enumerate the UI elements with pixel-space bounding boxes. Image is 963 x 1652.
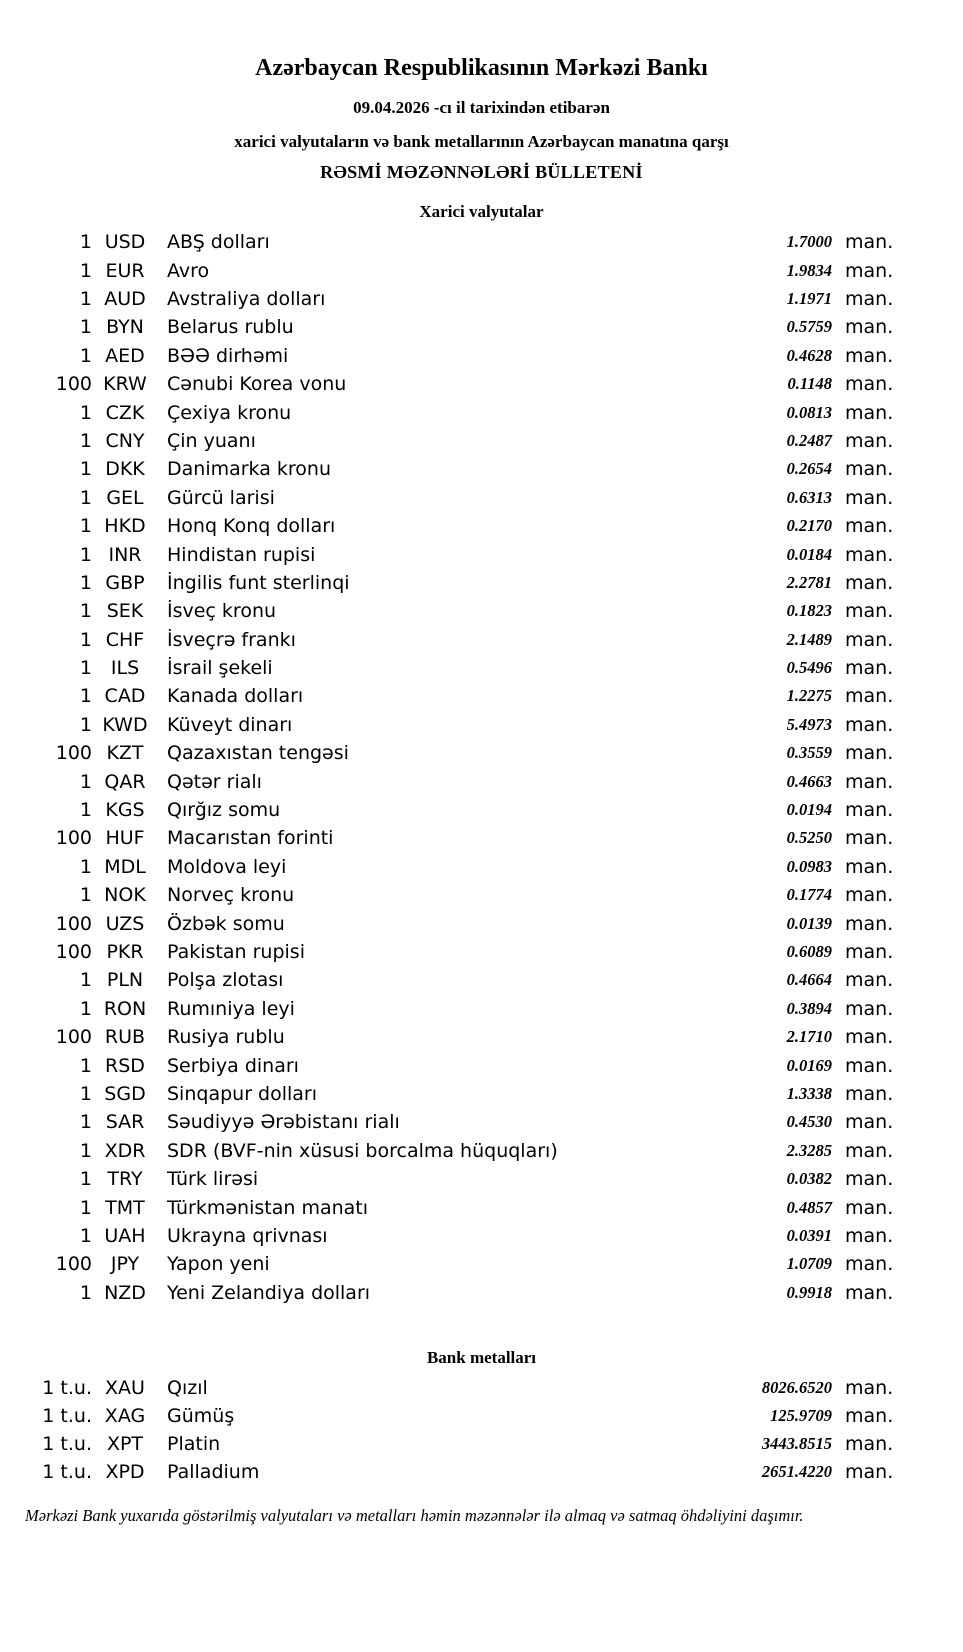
currency-name-cell: İsveç kronu bbox=[167, 600, 277, 623]
currency-code-cell: AED bbox=[105, 344, 145, 367]
table-row bbox=[0, 711, 898, 739]
metals-rate-table bbox=[0, 1374, 898, 1486]
currency-name-cell: Özbək somu bbox=[167, 912, 285, 935]
rate-value-cell: 2651.4220 bbox=[761, 1462, 832, 1482]
currency-code-cell: TMT bbox=[105, 1196, 145, 1219]
quantity-cell: 1 t.u. bbox=[42, 1461, 92, 1484]
currency-name-cell: Polşa zlotası bbox=[167, 969, 284, 992]
unit-label: man. bbox=[845, 1082, 894, 1105]
table-row bbox=[0, 1165, 898, 1193]
table-row bbox=[0, 1374, 898, 1402]
currency-code-cell: CAD bbox=[104, 685, 146, 708]
unit-label: man. bbox=[845, 884, 894, 907]
quantity-cell: 1 t.u. bbox=[42, 1377, 92, 1400]
currency-code-cell: PKR bbox=[106, 941, 144, 963]
rate-value-cell: 0.5250 bbox=[786, 828, 832, 848]
currency-code-cell: TRY bbox=[107, 1168, 143, 1191]
rate-value-cell: 0.2487 bbox=[786, 430, 832, 450]
currency-code-cell: HUF bbox=[105, 827, 145, 850]
quantity-cell: 1 bbox=[79, 288, 92, 311]
quantity-cell: 1 bbox=[79, 429, 92, 452]
currency-code-cell: KRW bbox=[103, 373, 147, 396]
rate-value-cell: 0.2654 bbox=[786, 459, 832, 479]
currency-name-cell: Danimarka kronu bbox=[167, 458, 332, 481]
rate-value-cell: 0.0391 bbox=[786, 1225, 832, 1245]
unit-label: man. bbox=[845, 316, 894, 339]
rate-value-cell: 0.0813 bbox=[786, 402, 832, 422]
unit-label: man. bbox=[845, 1224, 894, 1247]
rate-value-cell: 8026.6520 bbox=[761, 1378, 832, 1398]
currency-code-cell: SEK bbox=[106, 600, 144, 623]
quantity-cell: 100 bbox=[55, 742, 92, 765]
unit-label: man. bbox=[845, 515, 894, 538]
quantity-cell: 1 bbox=[79, 571, 92, 594]
quantity-cell: 1 bbox=[79, 1139, 92, 1162]
currency-code-cell: KZT bbox=[106, 742, 144, 765]
unit-label: man. bbox=[845, 1111, 894, 1134]
unit-label: man. bbox=[845, 600, 894, 623]
effective-date: 09.04.2026 -cı il tarixindən etibarən bbox=[353, 97, 610, 117]
unit-label: man. bbox=[845, 827, 894, 850]
quantity-cell: 1 bbox=[79, 969, 92, 992]
rate-value-cell: 0.0194 bbox=[786, 800, 832, 820]
rate-value-cell: 1.2275 bbox=[786, 686, 832, 706]
rate-value-cell: 0.6313 bbox=[786, 487, 832, 507]
unit-label: man. bbox=[845, 231, 894, 254]
currency-code-cell: BYN bbox=[106, 316, 144, 339]
table-row bbox=[0, 853, 898, 881]
currency-name-cell: Gümüş bbox=[167, 1405, 235, 1428]
table-row bbox=[0, 767, 898, 795]
quantity-cell: 1 bbox=[79, 884, 92, 907]
currency-name-cell: ABŞ dolları bbox=[167, 231, 270, 254]
currency-name-cell: Kanada dolları bbox=[167, 685, 304, 708]
currency-name-cell: SDR (BVF-nin xüsusi borcalma hüquqları) bbox=[167, 1139, 558, 1162]
currency-name-cell: Hindistan rupisi bbox=[167, 543, 316, 566]
quantity-cell: 1 bbox=[79, 600, 92, 623]
table-row bbox=[0, 228, 898, 256]
bank-title: Azərbaycan Respublikasının Mərkəzi Bankı bbox=[255, 55, 708, 81]
table-row bbox=[0, 569, 898, 597]
table-row bbox=[0, 626, 898, 654]
quantity-cell: 1 bbox=[79, 1054, 92, 1077]
unit-label: man. bbox=[845, 458, 894, 481]
rate-value-cell: 2.3285 bbox=[786, 1140, 832, 1160]
bulletin-title: RƏSMİ MƏZƏNNƏLƏRİ BÜLLETENİ bbox=[320, 162, 643, 183]
table-row bbox=[0, 256, 898, 284]
quantity-cell: 1 bbox=[79, 628, 92, 651]
currency-code-cell: SGD bbox=[104, 1082, 146, 1105]
rate-value-cell: 0.4663 bbox=[786, 771, 832, 791]
rate-value-cell: 0.1148 bbox=[787, 374, 832, 394]
table-row bbox=[0, 484, 898, 512]
quantity-cell: 1 bbox=[79, 515, 92, 538]
currency-name-cell: Avro bbox=[167, 259, 210, 282]
table-row bbox=[0, 285, 898, 313]
rate-value-cell: 0.1823 bbox=[786, 601, 832, 621]
currency-name-cell: Palladium bbox=[167, 1461, 260, 1484]
rate-value-cell: 0.4664 bbox=[786, 970, 832, 990]
unit-label: man. bbox=[845, 344, 894, 367]
unit-label: man. bbox=[845, 969, 894, 992]
unit-label: man. bbox=[845, 1433, 894, 1456]
unit-label: man. bbox=[845, 1377, 894, 1400]
unit-label: man. bbox=[845, 770, 894, 793]
quantity-cell: 1 bbox=[79, 855, 92, 878]
table-row bbox=[0, 398, 898, 426]
currency-code-cell: XAG bbox=[104, 1405, 146, 1428]
table-row bbox=[0, 1108, 898, 1136]
quantity-cell: 1 bbox=[79, 713, 92, 736]
quantity-cell: 1 bbox=[79, 1111, 92, 1134]
table-row bbox=[0, 995, 898, 1023]
currency-name-cell: Ukrayna qrivnası bbox=[167, 1224, 328, 1247]
unit-label: man. bbox=[845, 997, 894, 1020]
table-row bbox=[0, 512, 898, 540]
rate-value-cell: 0.1774 bbox=[786, 885, 832, 905]
currency-code-cell: CZK bbox=[105, 401, 145, 424]
currency-code-cell: XPD bbox=[105, 1461, 145, 1484]
currency-code-cell: XAU bbox=[105, 1377, 145, 1400]
currency-code-cell: XPT bbox=[106, 1433, 144, 1456]
quantity-cell: 100 bbox=[55, 1253, 92, 1276]
table-row bbox=[0, 1051, 898, 1079]
rate-value-cell: 3443.8515 bbox=[761, 1434, 832, 1454]
rate-value-cell: 0.5496 bbox=[786, 658, 832, 678]
currency-code-cell: DKK bbox=[105, 458, 145, 481]
table-row bbox=[0, 682, 898, 710]
quantity-cell: 1 bbox=[79, 231, 92, 254]
table-row bbox=[0, 1193, 898, 1221]
currency-code-cell: UZS bbox=[105, 912, 145, 935]
currency-code-cell: HKD bbox=[104, 515, 146, 538]
exchange-rate-bulletin-page bbox=[0, 54, 963, 1652]
unit-label: man. bbox=[845, 799, 894, 822]
currency-name-cell: Moldova leyi bbox=[167, 855, 287, 878]
quantity-cell: 1 bbox=[79, 486, 92, 509]
unit-label: man. bbox=[845, 1168, 894, 1191]
rate-value-cell: 0.3559 bbox=[786, 743, 832, 763]
table-row bbox=[0, 654, 898, 682]
rate-value-cell: 0.0382 bbox=[786, 1169, 832, 1189]
currency-name-cell: Cənubi Korea vonu bbox=[167, 373, 347, 396]
currency-code-cell: RSD bbox=[105, 1054, 145, 1077]
table-row bbox=[0, 597, 898, 625]
rate-value-cell: 0.2170 bbox=[786, 516, 832, 536]
currency-section-title: Xarici valyutalar bbox=[419, 201, 544, 221]
unit-label: man. bbox=[845, 713, 894, 736]
table-row bbox=[0, 1080, 898, 1108]
table-row bbox=[0, 796, 898, 824]
unit-label: man. bbox=[845, 373, 894, 396]
currency-name-cell: Çexiya kronu bbox=[167, 401, 292, 424]
unit-label: man. bbox=[845, 1026, 894, 1049]
currency-code-cell: ILS bbox=[110, 657, 140, 680]
table-row bbox=[0, 342, 898, 370]
unit-label: man. bbox=[845, 571, 894, 594]
currency-name-cell: Qızıl bbox=[167, 1377, 208, 1400]
currency-name-cell: Macarıstan forinti bbox=[167, 827, 334, 850]
table-row bbox=[0, 1458, 898, 1486]
unit-label: man. bbox=[845, 543, 894, 566]
table-row bbox=[0, 1222, 898, 1250]
currency-code-cell: USD bbox=[104, 231, 146, 254]
rate-value-cell: 1.7000 bbox=[786, 232, 832, 252]
rate-value-cell: 0.3894 bbox=[786, 998, 832, 1018]
table-row bbox=[0, 938, 898, 966]
quantity-cell: 1 bbox=[79, 1196, 92, 1219]
currency-code-cell: INR bbox=[108, 543, 142, 566]
currency-name-cell: Honq Konq dolları bbox=[167, 515, 336, 538]
table-row bbox=[0, 1023, 898, 1051]
table-row bbox=[0, 1402, 898, 1430]
metals-section-title: Bank metalları bbox=[426, 1347, 537, 1367]
unit-label: man. bbox=[845, 1196, 894, 1219]
rate-value-cell: 0.4530 bbox=[786, 1112, 832, 1132]
currency-code-cell: GBP bbox=[105, 571, 145, 594]
currency-code-cell: PLN bbox=[106, 969, 144, 992]
currency-code-cell: KWD bbox=[102, 713, 148, 736]
currency-name-cell: Qazaxıstan tengəsi bbox=[167, 742, 349, 765]
unit-label: man. bbox=[845, 628, 894, 651]
unit-label: man. bbox=[845, 742, 894, 765]
rate-value-cell: 0.0169 bbox=[786, 1055, 832, 1075]
currency-rate-table bbox=[0, 228, 898, 1307]
quantity-cell: 100 bbox=[55, 373, 92, 396]
quantity-cell: 1 bbox=[79, 799, 92, 822]
rate-value-cell: 0.6089 bbox=[786, 942, 832, 961]
unit-label: man. bbox=[845, 1054, 894, 1077]
currency-code-cell: UAH bbox=[104, 1224, 146, 1247]
table-row bbox=[0, 1137, 898, 1165]
currency-name-cell: İsveçrə frankı bbox=[167, 628, 296, 651]
unit-label: man. bbox=[845, 912, 894, 935]
currency-name-cell: Qırğız somu bbox=[167, 799, 281, 822]
currency-code-cell: EUR bbox=[105, 259, 145, 282]
rate-value-cell: 5.4973 bbox=[786, 714, 832, 734]
rate-value-cell: 0.9918 bbox=[786, 1282, 832, 1302]
currency-name-cell: İsrail şekeli bbox=[167, 657, 273, 680]
rate-value-cell: 0.4857 bbox=[786, 1197, 832, 1217]
rate-value-cell: 1.0709 bbox=[786, 1254, 832, 1274]
unit-label: man. bbox=[845, 288, 894, 311]
currency-name-cell: Türk lirəsi bbox=[167, 1168, 259, 1191]
table-row bbox=[0, 739, 898, 767]
unit-label: man. bbox=[845, 685, 894, 708]
rate-value-cell: 2.2781 bbox=[786, 572, 832, 592]
currency-name-cell: İngilis funt sterlinqi bbox=[167, 571, 350, 594]
unit-label: man. bbox=[845, 429, 894, 452]
currency-name-cell: Belarus rublu bbox=[167, 316, 294, 339]
currency-name-cell: Serbiya dinarı bbox=[167, 1054, 299, 1077]
currency-code-cell: MDL bbox=[104, 855, 146, 878]
table-row bbox=[0, 313, 898, 341]
quantity-cell: 1 bbox=[79, 401, 92, 424]
currency-code-cell: RON bbox=[103, 997, 147, 1020]
currency-name-cell: Çin yuanı bbox=[167, 429, 256, 452]
currency-code-cell: GEL bbox=[106, 486, 144, 509]
unit-label: man. bbox=[845, 1405, 894, 1428]
quantity-cell: 1 bbox=[79, 1082, 92, 1105]
currency-code-cell: NZD bbox=[104, 1281, 146, 1304]
currency-name-cell: Avstraliya dolları bbox=[167, 288, 326, 311]
rate-value-cell: 0.0139 bbox=[786, 913, 832, 933]
unit-label: man. bbox=[845, 941, 894, 963]
rate-value-cell: 0.4628 bbox=[786, 345, 832, 365]
currency-name-cell: Yeni Zelandiya dolları bbox=[167, 1281, 371, 1304]
quantity-cell: 1 t.u. bbox=[42, 1433, 92, 1456]
table-row bbox=[0, 540, 898, 568]
bulletin-subtitle: xarici valyutaların və bank metallarının Azərbaycan manatına qarşı bbox=[234, 132, 729, 152]
unit-label: man. bbox=[845, 1253, 894, 1276]
quantity-cell: 1 bbox=[79, 770, 92, 793]
rate-value-cell: 125.9709 bbox=[770, 1406, 832, 1426]
unit-label: man. bbox=[845, 401, 894, 424]
currency-code-cell: NOK bbox=[104, 884, 146, 907]
unit-label: man. bbox=[845, 1281, 894, 1304]
currency-name-cell: BƏƏ dirhəmi bbox=[167, 344, 289, 367]
bank-disclaimer: Mərkəzi Bank yuxarıda göstərilmiş valyutaları və metalları həmin məzənnələr ilə almaq və satmaq öhdəliyini daşımır. bbox=[25, 1506, 804, 1526]
currency-name-cell: Norveç kronu bbox=[167, 884, 295, 907]
unit-label: man. bbox=[845, 1461, 894, 1484]
unit-label: man. bbox=[845, 855, 894, 878]
quantity-cell: 1 bbox=[79, 543, 92, 566]
rate-value-cell: 2.1710 bbox=[786, 1027, 832, 1047]
quantity-cell: 1 bbox=[79, 458, 92, 481]
table-row bbox=[0, 455, 898, 483]
currency-name-cell: Pakistan rupisi bbox=[167, 941, 305, 963]
quantity-cell: 1 bbox=[79, 685, 92, 708]
rate-value-cell: 2.1489 bbox=[786, 629, 832, 649]
currency-code-cell: SAR bbox=[105, 1111, 145, 1134]
rate-value-cell: 0.0983 bbox=[786, 856, 832, 876]
currency-code-cell: CHF bbox=[105, 628, 145, 651]
currency-code-cell: XDR bbox=[104, 1139, 146, 1162]
rate-value-cell: 0.5759 bbox=[786, 317, 832, 337]
currency-name-cell: Səudiyyə Ərəbistanı rialı bbox=[167, 1111, 400, 1134]
rate-value-cell: 0.0184 bbox=[786, 544, 832, 564]
table-row bbox=[0, 1250, 898, 1278]
currency-name-cell: Gürcü larisi bbox=[167, 486, 275, 509]
currency-code-cell: JPY bbox=[110, 1253, 140, 1276]
unit-label: man. bbox=[845, 486, 894, 509]
currency-name-cell: Platin bbox=[167, 1433, 221, 1456]
currency-name-cell: Sinqapur dolları bbox=[167, 1082, 318, 1105]
currency-name-cell: Rumıniya leyi bbox=[167, 997, 295, 1020]
currency-code-cell: CNY bbox=[105, 429, 145, 452]
quantity-cell: 1 bbox=[79, 1224, 92, 1247]
unit-label: man. bbox=[845, 1139, 894, 1162]
quantity-cell: 1 bbox=[79, 259, 92, 282]
table-row bbox=[0, 427, 898, 455]
table-row bbox=[0, 881, 898, 909]
quantity-cell: 100 bbox=[55, 827, 92, 850]
currency-code-cell: KGS bbox=[105, 799, 145, 822]
currency-name-cell: Yapon yeni bbox=[167, 1253, 270, 1276]
quantity-cell: 1 bbox=[79, 1281, 92, 1304]
currency-name-cell: Türkmənistan manatı bbox=[167, 1196, 369, 1219]
quantity-cell: 100 bbox=[55, 1026, 92, 1049]
table-row bbox=[0, 966, 898, 994]
unit-label: man. bbox=[845, 259, 894, 282]
quantity-cell: 1 bbox=[79, 1168, 92, 1191]
rate-value-cell: 1.9834 bbox=[786, 260, 832, 280]
quantity-cell: 100 bbox=[55, 941, 92, 963]
currency-name-cell: Qətər rialı bbox=[167, 770, 262, 793]
rate-value-cell: 1.1971 bbox=[786, 289, 832, 309]
currency-name-cell: Küveyt dinarı bbox=[167, 713, 293, 736]
table-row bbox=[0, 370, 898, 398]
quantity-cell: 1 t.u. bbox=[42, 1405, 92, 1428]
quantity-cell: 100 bbox=[55, 912, 92, 935]
quantity-cell: 1 bbox=[79, 344, 92, 367]
currency-code-cell: QAR bbox=[104, 770, 146, 793]
quantity-cell: 1 bbox=[79, 997, 92, 1020]
table-row bbox=[0, 909, 898, 937]
currency-code-cell: AUD bbox=[104, 288, 146, 311]
table-row bbox=[0, 824, 898, 852]
unit-label: man. bbox=[845, 657, 894, 680]
currency-code-cell: RUB bbox=[104, 1026, 146, 1049]
table-row bbox=[0, 1430, 898, 1458]
quantity-cell: 1 bbox=[79, 316, 92, 339]
table-row bbox=[0, 1279, 898, 1307]
quantity-cell: 1 bbox=[79, 657, 92, 680]
rate-value-cell: 1.3338 bbox=[786, 1083, 832, 1103]
currency-name-cell: Rusiya rublu bbox=[167, 1026, 285, 1049]
